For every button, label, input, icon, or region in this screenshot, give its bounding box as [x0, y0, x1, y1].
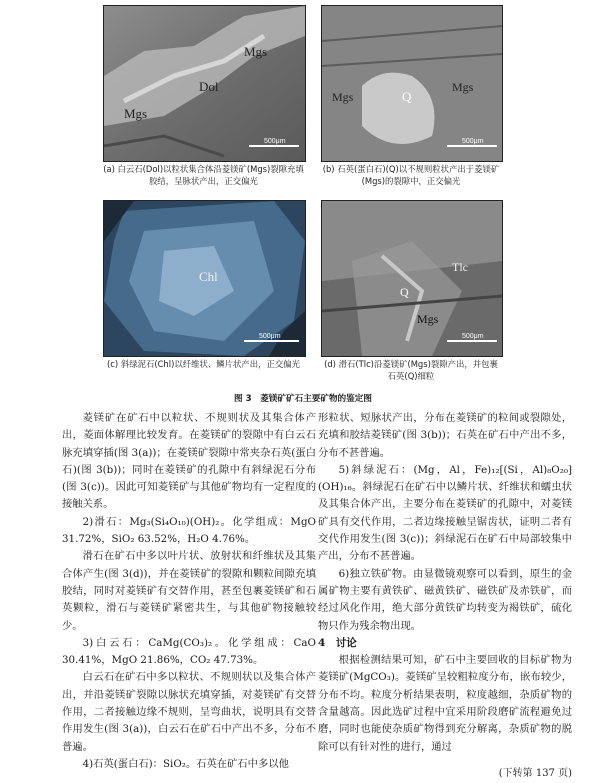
- figure-3a-photo: [103, 5, 306, 162]
- label-mgs-2: Mgs: [124, 106, 148, 121]
- paragraph: 根据检测结果可知，矿石中主要回收的目标矿物为菱镁矿(MgCO₃)。菱镁矿呈较粗粒度分布，嵌布较少，分布不均。粒度分析结果表明，粒度越细，杂质矿物的含量越高。因此选矿过程中宜采用阶段磨矿流程避免过磨，同时也能使杂质矿物得到充分解离，杂质矿物的脱除可以有针对性的进行，通过: [318, 654, 572, 753]
- paragraph: 2)滑石：Mg₃(Si₄O₁₀)(OH)₂。化学组成：MgO 31.72%，SiO₂ 63.52%，H₂O 4.76%。: [62, 515, 316, 546]
- figure-3c-photo: [103, 200, 306, 357]
- section-heading: 4 讨论: [318, 636, 357, 649]
- paragraph: 6)独立铁矿物。由显微镜观察可以看到，原生的金属矿物主要有黄铁矿、磁黄铁矿、磁铁矿及赤铁矿，而经过风化作用，绝大部分黄铁矿均转变为褐铁矿，硫化物只作为残余物出现。: [318, 567, 572, 632]
- scale-bar-c: 500μm: [259, 333, 281, 340]
- figure-3b-caption: (b) 石英(蛋白石)(Q)以不规则粒状产出于菱镁矿(Mgs)的裂隙中，正交偏光: [322, 164, 500, 186]
- paragraph: 5)斜绿泥石：(Mg，Al，Fe)₁₂[(Si，Al)₈O₂₀](OH)₁₆。斜绿泥石在矿石中以鳞片状、纤维状和蠕虫状及其集合体产出，主要分布在菱镁矿的孔隙中，对菱镁矿具有交代作用，二者边缘接触呈锯齿状，证明二者有交代作用发生(图 3(c))；斜绿泥石在矿石中局部较集中产出，分布不甚普遍。: [318, 463, 572, 563]
- figure-3a-caption: (a) 白云石(Dol)以粒状集合体沿菱镁矿(Mgs)裂隙充填胶结，呈脉状产出，正交偏光: [103, 164, 304, 186]
- figure-3c-caption: (c) 斜绿泥石(Chl)以纤维状、鳞片状产出，正交偏光: [107, 359, 300, 369]
- label-mgs-b2: Mgs: [452, 80, 474, 94]
- continued-note: (下转第 137 页): [498, 768, 572, 779]
- paragraph: 4)石英(蛋白石)：SiO₂。石英在矿石中多以他: [82, 757, 289, 770]
- paragraph: 3)白云石：CaMg(CO₃)₂。化学组成：CaO 30.41%，MgO 21.86%，CO₂ 47.73%。: [62, 636, 316, 667]
- label-mgs-1: Mgs: [244, 44, 268, 59]
- label-chl: Chl: [199, 269, 218, 284]
- figure-3b-photo: [321, 5, 503, 162]
- scale-bar-d: 500μm: [462, 333, 484, 340]
- label-tlc: Tlc: [452, 260, 468, 274]
- paragraph: 菱镁矿在矿石中以粒状、不规则状及其集合体产出，菱面体解理比较发育。在菱镁矿的裂隙中有白云石脉充填穿插(图 3(a))；在菱镁矿裂隙中常夹杂石英(蛋白石)(图 3(b))；同时在菱镁矿的孔隙中有斜绿泥石分布(图 3(c))。因此可知菱镁矿与其他矿物均有一定程度的接触关系。: [62, 412, 316, 511]
- figure-3d-caption: (d) 滑石(Tlc)沿菱镁矿(Mgs)裂隙产出，并包裹石英(Q)细粒: [324, 359, 498, 381]
- scale-bar-a: 500μm: [264, 138, 286, 145]
- paragraph: 滑石在矿石中多以叶片状、放射状和纤维状及其集合体产生(图 3(d))，并在菱镁矿的裂隙和颗粒间隙充填胶结，同时对菱镁矿有交替作用，甚至包裹菱镁矿和石英颗粒，滑石与菱镁矿紧密共生，与其他矿物接触较少。: [62, 550, 316, 632]
- paragraph: 形粒状、短脉状产出，分布在菱镁矿的粒间或裂隙处，充填和胶结菱镁矿(图 3(b))；石英在矿石中产出不多，分布不甚普遍。: [318, 412, 572, 459]
- figure-title: 图 3 菱镁矿矿石主要矿物的鉴定图: [234, 394, 372, 404]
- scale-bar-b: 500μm: [462, 138, 484, 145]
- label-q-d: Q: [400, 285, 409, 299]
- label-dol: Dol: [199, 79, 219, 94]
- label-mgs-d: Mgs: [417, 312, 439, 326]
- label-q-b: Q: [402, 89, 412, 104]
- right-column: [318, 410, 572, 756]
- paragraph: 白云石在矿石中多以粒状、不规则状以及集合体产出，并沿菱镁矿裂隙以脉状充填穿插，对菱镁矿有交替作用，二者接触边缘不规则，呈弯曲状，说明具有交替作用发生(图 3(a))，白云石在矿石中产出不多，分布不普遍。: [62, 671, 316, 753]
- figure-3d-photo: [321, 200, 503, 357]
- label-mgs-b1: Mgs: [332, 90, 354, 104]
- left-column: [62, 410, 316, 773]
